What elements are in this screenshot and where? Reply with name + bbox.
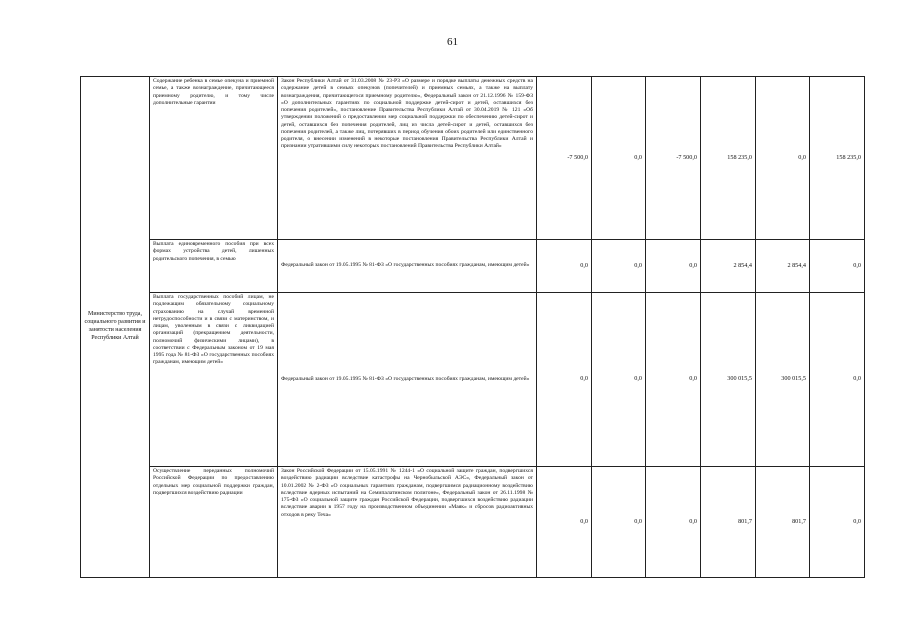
expense-cell: Выплата единовременного пособия при всех формах устройства детей, лишенных родительского попечения, в семью <box>150 240 278 293</box>
value-cell: 0,0 <box>810 293 865 467</box>
value-cell: 0,0 <box>646 467 701 578</box>
value-cell: 801,7 <box>701 467 756 578</box>
value-cell: 0,0 <box>810 467 865 578</box>
value-cell: 300 015,5 <box>756 293 810 467</box>
value-cell: 158 235,0 <box>701 77 756 240</box>
value-cell: 801,7 <box>756 467 810 578</box>
expense-cell: Содержание ребенка в семье опекуна и приемной семье, а также вознаграждение, причитающееся приемному родителю, и тому числе дополнительные гарантии <box>150 77 278 240</box>
value-cell: 0,0 <box>592 240 646 293</box>
law-cell: Закон Российской Федерации от 15.05.1991 № 1244-1 «О социальной защите граждан, подвергшихся воздействию радиации вследствие катастрофы на Чернобыльской АЭС», Федеральный закон от 10.01.2002 № 2-ФЗ «О социальных гарантиях гражданам, подвергшимся радиационному воздействию вследствие ядерных испытаний на Семипалатинском полигоне», Федеральный закон от 26.11.1998 № 175-ФЗ «О социальной защите граждан Российской Федерации, подвергшихся воздействию радиации вследствие аварии в 1957 году на производственном объединении «Маяк» и сбросов радиоактивных отходов в реку Теча» <box>278 467 537 578</box>
value-cell: 0,0 <box>592 293 646 467</box>
value-cell: -7 500,0 <box>537 77 592 240</box>
value-cell: 158 235,0 <box>810 77 865 240</box>
law-cell: Закон Республики Алтай от 31.03.2008 № 23-РЗ «О размере и порядке выплаты денежных средств на содержание детей в семьях опекунов (попечителей) и приемных семьях, а также на выплату вознаграждения, причитающегося приемному родителю», Федеральный закон от 21.12.1996 № 159-ФЗ «О дополнительных гарантиях по социальной поддержке детей-сирот и детей, оставшихся без попечения родителей», постановление Правительства Республики Алтай от 30.04.2019 № 121 «Об утверждении положений о предоставлении мер социальной поддержки по обеспечению детей-сирот и детей, оставшихся без попечения родителей, лиц из числа детей-сирот и детей, оставшихся без попечения родителей, а также лиц, потерявших в период обучения обоих родителей или единственного родителя, о внесении изменений в некоторые постановления Правительства Республики Алтай и признании утратившими силу некоторых постановлений Правительства Республики Алтай» <box>278 77 537 240</box>
table-row <box>81 467 865 578</box>
value-cell: 0,0 <box>646 293 701 467</box>
value-cell: 0,0 <box>810 240 865 293</box>
table-row <box>81 77 865 240</box>
value-cell: 2 854,4 <box>701 240 756 293</box>
table-row <box>81 293 865 467</box>
value-cell: -7 500,0 <box>646 77 701 240</box>
value-cell: 0,0 <box>756 77 810 240</box>
value-cell: 300 015,5 <box>701 293 756 467</box>
expense-cell: Выплата государственных пособий лицам, не подлежащим обязательному социальному страхованию на случай временной нетрудоспособности и в связи с материнством, и лицам, уволенным в связи с ликвидацией организаций (прекращением деятельности, полномочий физическими лицами), в соответствии с Федеральным законом от 19 мая 1995 года № 81-ФЗ «О государственных пособиях гражданам, имеющим детей» <box>150 293 278 467</box>
value-cell: 0,0 <box>592 77 646 240</box>
law-cell: Федеральный закон от 19.05.1995 № 81-ФЗ «О государственных пособиях гражданам, имеющим детей» <box>278 293 537 467</box>
value-cell: 0,0 <box>537 240 592 293</box>
agency-cell: Министерство труда, социального развития и занятости населения Республики Алтай <box>81 77 150 578</box>
table-row <box>81 240 865 293</box>
page-number: 61 <box>447 36 458 48</box>
value-cell: 2 854,4 <box>756 240 810 293</box>
value-cell: 0,0 <box>537 467 592 578</box>
value-cell: 0,0 <box>537 293 592 467</box>
value-cell: 0,0 <box>646 240 701 293</box>
value-cell: 0,0 <box>592 467 646 578</box>
law-cell: Федеральный закон от 19.05.1995 № 81-ФЗ «О государственных пособиях гражданам, имеющим детей» <box>278 240 537 293</box>
budget-table <box>80 76 865 578</box>
expense-cell: Осуществление переданных полномочий Российской Федерации по предоставлению отдельных мер социальной поддержки граждан, подвергшихся воздействию радиации <box>150 467 278 578</box>
